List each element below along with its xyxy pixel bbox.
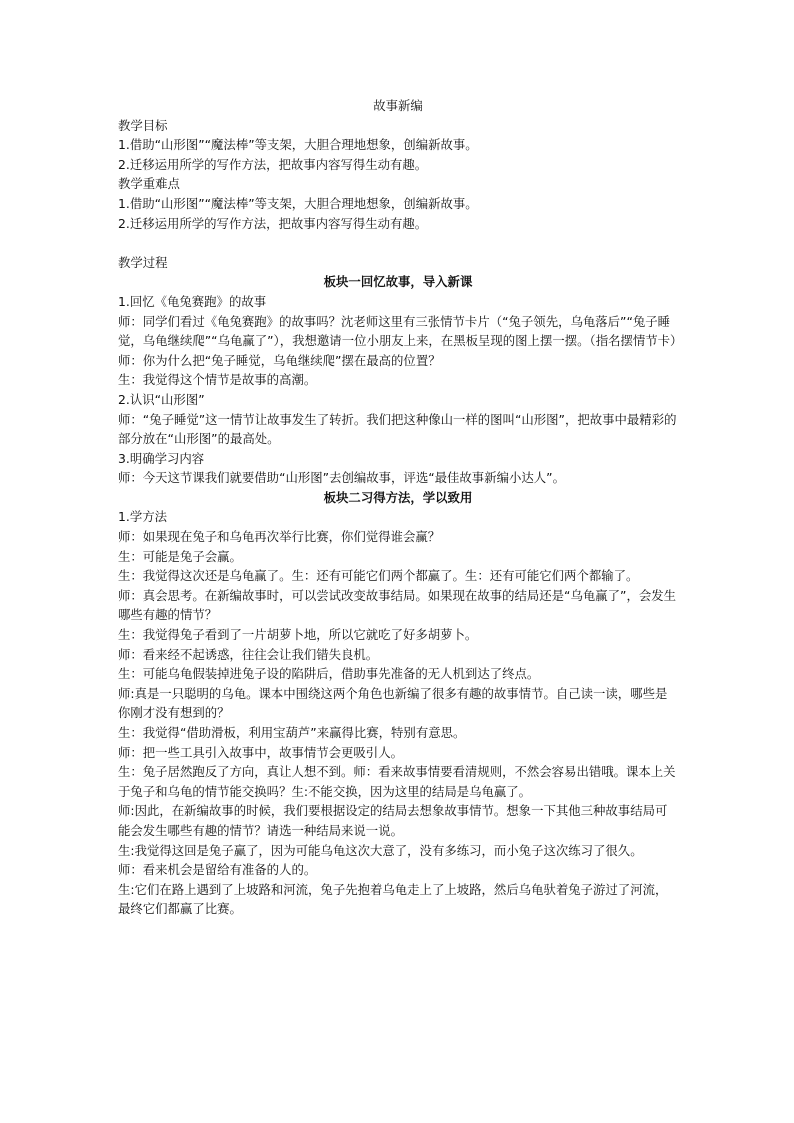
section1-heading: 板块一回忆故事，导入新课 bbox=[323, 274, 473, 290]
document-body bbox=[118, 96, 683, 919]
paragraph: 生：我觉得这次还是乌龟赢了。生：还有可能它们两个都赢了。生：还有可能它们两个都输了。 bbox=[118, 568, 639, 584]
paragraph: 生：我觉得兔子看到了一片胡萝卜地，所以它就吃了好多胡萝卜。 bbox=[118, 627, 478, 643]
objective-item: 2.迁移运用所学的写作方法，把故事内容写得生动有趣。 bbox=[118, 156, 428, 172]
paragraph: 师：如果现在兔子和乌龟再次举行比赛，你们觉得谁会赢？ bbox=[118, 529, 441, 545]
keypoints-heading: 教学重难点 bbox=[118, 176, 180, 192]
paragraph: 师：看来经不起诱惑，往往会让我们错失良机。 bbox=[118, 646, 379, 662]
paragraph: 生：我觉得这个情节是故事的高潮。 bbox=[118, 372, 317, 388]
document-title: 故事新编 bbox=[373, 98, 423, 113]
paragraph: 1.回忆《龟兔赛跑》的故事 bbox=[118, 293, 267, 309]
paragraph: 师:真是一只聪明的乌龟。课本中围绕这两个角色也新编了很多有趣的故事情节。自己读一读，哪些是你刚才没有想到的？ bbox=[118, 685, 668, 721]
paragraph: 师：把一些工具引入故事中，故事情节会更吸引人。 bbox=[118, 744, 403, 760]
objectives-heading: 教学目标 bbox=[118, 117, 168, 133]
paragraph: 2.认识“山形图” bbox=[118, 391, 205, 407]
paragraph: 师：你为什么把“兔子睡觉，乌龟继续爬”摆在最高的位置？ bbox=[118, 352, 441, 368]
paragraph: 3.明确学习内容 bbox=[118, 450, 205, 466]
paragraph: 生:我觉得这回是兔子赢了，因为可能乌龟这次大意了，没有多练习，而小兔子这次练习了很久。 bbox=[118, 842, 643, 858]
paragraph: 生：兔子居然跑反了方向，真让人想不到。师：看来故事情要看清规则，不然会容易出错哦。课本上关于兔子和乌龟的情节能交换吗？生:不能交换，因为这里的结局是乌龟赢了。 bbox=[118, 764, 676, 799]
section2-heading: 板块二习得方法，学以致用 bbox=[323, 489, 473, 505]
process-heading: 教学过程 bbox=[118, 254, 168, 270]
paragraph: 师：看来机会是留给有准备的人的。 bbox=[118, 862, 317, 878]
paragraph: 生:它们在路上遇到了上坡路和河流，兔子先抱着乌龟走上了上坡路，然后乌龟驮着兔子游过了河流，最终它们都赢了比赛。 bbox=[118, 881, 668, 917]
paragraph: 师：同学们看过《龟兔赛跑》的故事吗？沈老师这里有三张情节卡片（“兔子领先，乌龟落后”“兔子睡觉，乌龟继续爬”“乌龟赢了”），我想邀请一位小朋友上来，在黑板呈现的图上摆一摆。（指名摆情节卡） bbox=[118, 313, 683, 349]
paragraph: 师：“兔子睡觉”这一情节让故事发生了转折。我们把这种像山一样的图叫“山形图”，把故事中最精彩的部分放在“山形图”的最高处。 bbox=[118, 411, 677, 447]
paragraph: 生：我觉得“借助滑板，利用宝葫芦”来赢得比赛，特别有意思。 bbox=[118, 725, 466, 740]
spacer bbox=[118, 233, 678, 253]
paragraph: 师：真会思考。在新编故事时，可以尝试改变故事结局。如果现在故事的结局还是“乌龟赢了”，会发生哪些有趣的情节？ bbox=[118, 587, 677, 623]
objective-item: 1.借助“山形图”“魔法棒”等支架，大胆合理地想象，创编新故事。 bbox=[118, 137, 478, 153]
paragraph: 师:因此，在新编故事的时候，我们要根据设定的结局去想象故事情节。想象一下其他三种故事结局可能会发生哪些有趣的情节？请选一种结局来说一说。 bbox=[118, 803, 668, 838]
paragraph: 师：今天这节课我们就要借助“山形图”去创编故事，评选“最佳故事新编小达人”。 bbox=[118, 470, 565, 486]
paragraph: 生：可能乌龟假装掉进兔子设的陷阱后，借助事先准备的无人机到达了终点。 bbox=[118, 666, 540, 682]
paragraph: 1.学方法 bbox=[118, 509, 167, 525]
keypoint-item: 2.迁移运用所学的写作方法，把故事内容写得生动有趣。 bbox=[118, 215, 428, 231]
paragraph: 生：可能是兔子会赢。 bbox=[118, 548, 242, 564]
keypoint-item: 1.借助“山形图”“魔法棒”等支架，大胆合理地想象，创编新故事。 bbox=[118, 195, 478, 211]
